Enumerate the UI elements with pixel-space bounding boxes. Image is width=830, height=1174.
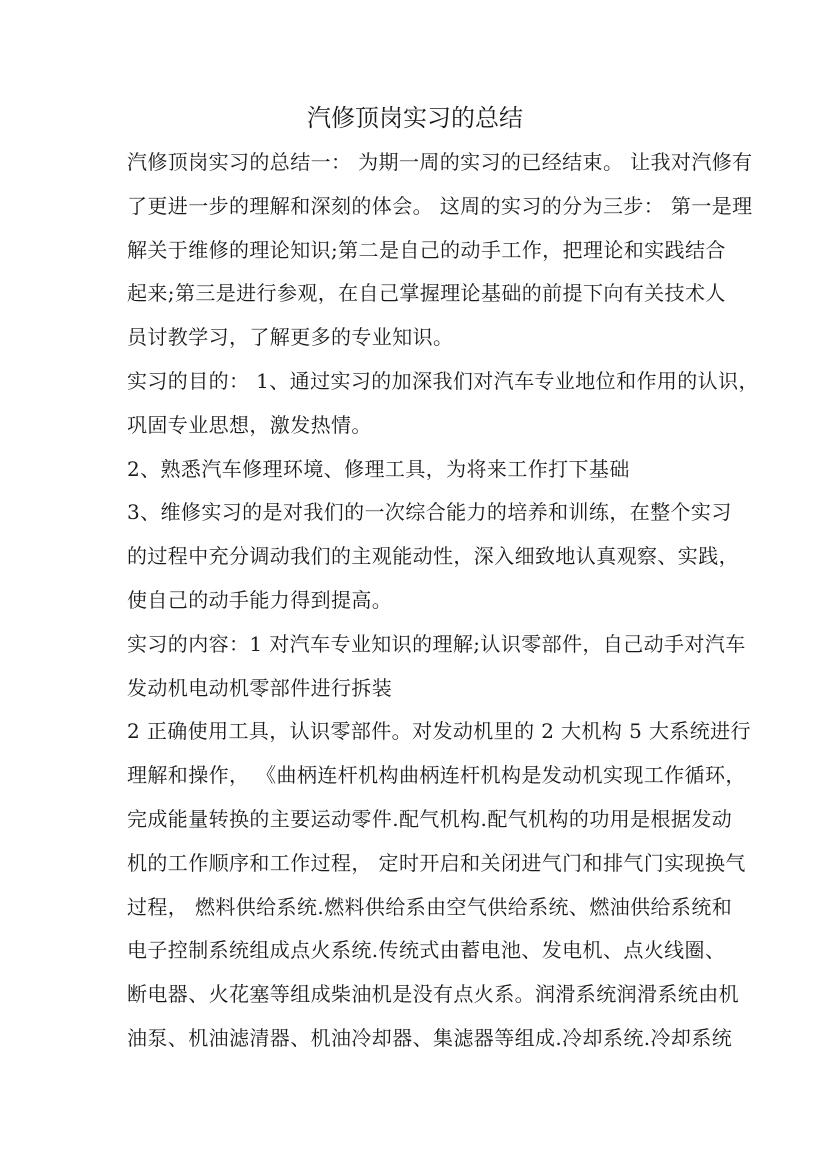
text-line: 员讨教学习，了解更多的专业知识。 — [127, 325, 454, 350]
document-body — [127, 148, 759, 1068]
text-line: 巩固专业思想，激发热情。 — [127, 412, 372, 437]
text-line: 完成能量转换的主要运动零件.配气机构.配气机构的功用是根据发动 — [127, 806, 733, 831]
text-line: 断电器、火花塞等组成柴油机是没有点火系。润滑系统润滑系统由机 — [127, 982, 739, 1007]
text-line: 起来;第三是进行参观，在自己掌握理论基础的前提下向有关技术人 — [127, 281, 726, 306]
text-line: 汽修顶岗实习的总结一： 为期一周的实习的已经结束。 让我对汽修有 — [127, 150, 753, 174]
text-line: 3、维修实习的是对我们的一次综合能力的培养和训练，在整个实习 — [127, 500, 732, 525]
text-line: 机的工作顺序和工作过程， 定时开启和关闭进气门和排气门实现换气 — [127, 850, 746, 875]
text-line: 理解和操作， 《曲柄连杆机构曲柄连杆机构是发动机实现工作循环， — [127, 763, 746, 788]
text-line: 油泵、机油滤清器、机油冷却器、集滤器等组成.冷却系统.冷却系统 — [127, 1025, 733, 1050]
text-line: 过程， 燃料供给系统.燃料供给系由空气供给系统、燃油供给系统和 — [127, 894, 733, 919]
text-line: 实习的目的： 1、通过实习的加深我们对汽车专业地位和作用的认识， — [127, 368, 759, 393]
text-line: 实习的内容：1 对汽车专业知识的理解;认识零部件，自己动手对汽车 — [127, 631, 746, 656]
text-line: 了更进一步的理解和深刻的体会。 这周的实习的分为三步： 第一是理 — [127, 193, 753, 218]
text-line: 发动机电动机零部件进行拆装 — [127, 675, 393, 700]
text-line: 2、熟悉汽车修理环境、修理工具，为将来工作打下基础 — [127, 456, 630, 481]
text-line: 的过程中充分调动我们的主观能动性，深入细致地认真观察、实践， — [127, 544, 739, 569]
text-line: 解关于维修的理论知识;第二是自己的动手工作，把理论和实践结合 — [127, 237, 726, 262]
document-title: 汽修顶岗实习的总结 — [307, 104, 523, 132]
text-line: 电子控制系统组成点火系统.传统式由蓄电池、发电机、点火线圈、 — [127, 938, 726, 963]
text-line: 2 正确使用工具，认识零部件。对发动机里的 2 大机构 5 大系统进行 — [127, 719, 751, 744]
text-line: 使自己的动手能力得到提高。 — [127, 587, 393, 612]
